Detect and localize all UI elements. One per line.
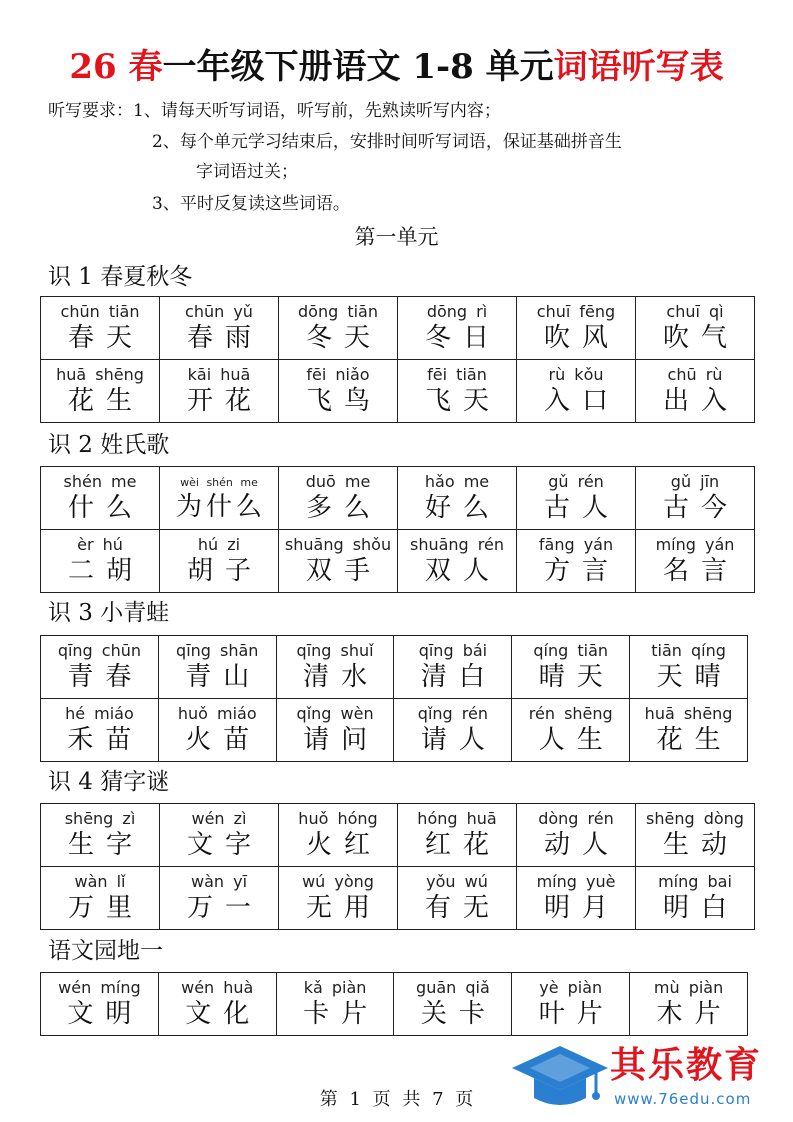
hanzi-word: 方言	[543, 556, 620, 586]
pinyin: duō me	[305, 472, 371, 491]
hanzi-word: 出入	[662, 386, 739, 416]
section-heading: 识 3 小青蛙	[48, 600, 170, 626]
hanzi-word: 卡片	[303, 999, 380, 1029]
hanzi-word: 飞鸟	[305, 386, 382, 416]
pinyin: kāi huā	[187, 365, 251, 384]
pinyin: wàn lǐ	[74, 872, 126, 891]
pinyin: shēng dòng	[646, 809, 744, 828]
word-cell	[160, 867, 279, 930]
word-cell	[636, 804, 755, 867]
section-heading: 识 4 猜字谜	[48, 769, 170, 795]
word-cell	[41, 297, 160, 360]
word-table	[40, 635, 748, 762]
pinyin: huā shēng	[644, 704, 733, 723]
word-cell	[398, 867, 517, 930]
hanzi-word: 吹气	[662, 323, 739, 353]
pinyin: shuāng shǒu	[284, 535, 392, 554]
word-cell	[276, 699, 394, 762]
word-cell	[279, 530, 398, 593]
hanzi-word: 胡子	[186, 556, 263, 586]
word-cell	[41, 867, 160, 930]
hanzi-word: 花生	[656, 725, 733, 755]
word-cell	[512, 699, 630, 762]
hanzi-word: 文明	[67, 999, 144, 1029]
pinyin: qǐng wèn	[296, 704, 374, 723]
requirement-line-3: 字词语过关；	[196, 162, 298, 182]
hanzi-word: 多么	[305, 493, 382, 523]
word-cell	[398, 804, 517, 867]
hanzi-word: 古今	[662, 493, 739, 523]
hanzi-word: 开花	[186, 386, 263, 416]
word-cell	[41, 973, 159, 1036]
pinyin: qīng bái	[418, 641, 488, 660]
pinyin: dōng rì	[426, 302, 488, 321]
page-title	[0, 44, 793, 90]
word-cell	[279, 297, 398, 360]
word-cell	[630, 699, 748, 762]
pinyin: wú yòng	[302, 872, 374, 891]
pinyin: qīng shān	[176, 641, 259, 660]
hanzi-word: 双人	[424, 556, 501, 586]
hanzi-word: 火红	[305, 830, 382, 860]
pinyin: wèi shén me	[180, 476, 258, 489]
unit-title: 第一单元	[354, 225, 439, 249]
pinyin: fēi tiān	[427, 365, 487, 384]
pinyin: huǒ hóng	[298, 809, 378, 828]
hanzi-word: 红花	[424, 830, 501, 860]
hanzi-word: 生动	[662, 830, 739, 860]
word-cell	[41, 636, 159, 699]
pinyin: gǔ rén	[548, 472, 604, 491]
word-cell	[41, 360, 160, 423]
word-cell	[41, 699, 159, 762]
pinyin: chuī fēng	[536, 302, 616, 321]
word-table	[40, 466, 755, 593]
pinyin: gǔ jīn	[670, 472, 720, 491]
hanzi-word: 入口	[543, 386, 620, 416]
pinyin: wén míng	[58, 978, 141, 997]
word-cell	[276, 636, 394, 699]
word-cell	[636, 360, 755, 423]
hanzi-word: 青山	[185, 662, 262, 692]
pinyin: yè piàn	[539, 978, 603, 997]
pinyin: fēi niǎo	[306, 365, 370, 384]
word-cell	[158, 699, 276, 762]
hanzi-word: 天晴	[656, 662, 733, 692]
hanzi-word: 禾苗	[67, 725, 144, 755]
word-cell	[158, 636, 276, 699]
hanzi-word: 清白	[420, 662, 497, 692]
hanzi-word: 为什么	[175, 492, 266, 522]
word-cell	[160, 530, 279, 593]
requirement-line-1: 听写要求：1、请每天听写词语，听写前，先熟读听写内容；	[48, 101, 501, 121]
hanzi-word: 名言	[662, 556, 739, 586]
word-cell	[279, 867, 398, 930]
table-row	[41, 636, 748, 699]
word-cell	[41, 530, 160, 593]
hanzi-word: 春雨	[186, 323, 263, 353]
pinyin: hé miáo	[65, 704, 134, 723]
hanzi-word: 清水	[303, 662, 380, 692]
hanzi-word: 请问	[303, 725, 380, 755]
word-table	[40, 803, 755, 930]
word-cell	[41, 467, 160, 530]
word-cell	[517, 530, 636, 593]
pinyin: qīng shuǐ	[296, 641, 374, 660]
pinyin: chū rù	[667, 365, 723, 384]
word-cell	[636, 867, 755, 930]
hanzi-word: 好么	[424, 493, 501, 523]
word-cell	[512, 973, 630, 1036]
pinyin: míng yán	[655, 535, 735, 554]
hanzi-word: 火苗	[185, 725, 262, 755]
word-cell	[636, 467, 755, 530]
word-cell	[517, 360, 636, 423]
hanzi-word: 无用	[305, 893, 382, 923]
word-cell	[41, 804, 160, 867]
table-row	[41, 973, 748, 1036]
hanzi-word: 春天	[67, 323, 144, 353]
pinyin: huā shēng	[56, 365, 144, 384]
word-cell	[398, 297, 517, 360]
word-cell	[279, 804, 398, 867]
hanzi-word: 木片	[656, 999, 733, 1029]
word-cell	[279, 360, 398, 423]
table-row	[41, 804, 755, 867]
hanzi-word: 有无	[424, 893, 501, 923]
pinyin: hóng huā	[417, 809, 497, 828]
hanzi-word: 文化	[185, 999, 262, 1029]
title-part-year: 26 春	[69, 47, 163, 87]
pinyin: fāng yán	[538, 535, 614, 554]
word-cell	[160, 467, 279, 530]
hanzi-word: 晴天	[538, 662, 615, 692]
pinyin: wàn yī	[190, 872, 248, 891]
hanzi-word: 吹风	[543, 323, 620, 353]
word-cell	[630, 973, 748, 1036]
word-cell	[398, 530, 517, 593]
title-part-table: 词语听写表	[553, 47, 724, 87]
pinyin: chuī qì	[666, 302, 724, 321]
pinyin: chūn yǔ	[185, 302, 253, 321]
hanzi-word: 冬日	[424, 323, 501, 353]
hanzi-word: 二胡	[67, 556, 144, 586]
word-cell	[158, 973, 276, 1036]
hanzi-word: 飞天	[424, 386, 501, 416]
page-footer: 第 1 页 共 7 页	[319, 1089, 474, 1110]
word-cell	[276, 973, 394, 1036]
pinyin: èr hú	[77, 535, 123, 554]
hanzi-word: 关卡	[420, 999, 497, 1029]
table-row	[41, 867, 755, 930]
pinyin: qīng chūn	[57, 641, 142, 660]
word-cell	[279, 467, 398, 530]
hanzi-word: 叶片	[538, 999, 615, 1029]
pinyin: míng bai	[658, 872, 732, 891]
word-cell	[160, 804, 279, 867]
word-cell	[160, 297, 279, 360]
hanzi-word: 请人	[420, 725, 497, 755]
pinyin: hú zi	[197, 535, 241, 554]
pinyin: mù piàn	[653, 978, 724, 997]
word-cell	[394, 636, 512, 699]
table-row	[41, 699, 748, 762]
pinyin: dòng rén	[538, 809, 614, 828]
word-cell	[636, 530, 755, 593]
table-row	[41, 297, 755, 360]
pinyin: shuāng rén	[409, 535, 504, 554]
word-cell	[517, 467, 636, 530]
pinyin: shén me	[63, 472, 137, 491]
table-row	[41, 530, 755, 593]
pinyin: huǒ miáo	[177, 704, 257, 723]
word-table	[40, 972, 748, 1036]
word-cell	[512, 636, 630, 699]
title-part-grade: 一年级下册语文 1-8 单元	[162, 47, 554, 87]
word-cell	[517, 804, 636, 867]
pinyin: tiān qíng	[651, 641, 726, 660]
pinyin: hǎo me	[424, 472, 490, 491]
pinyin: míng yuè	[536, 872, 616, 891]
hanzi-word: 青春	[67, 662, 144, 692]
word-cell	[517, 297, 636, 360]
hanzi-word: 万一	[186, 893, 263, 923]
word-cell	[630, 636, 748, 699]
section-heading: 识 1 春夏秋冬	[48, 264, 193, 290]
pinyin: dōng tiān	[298, 302, 378, 321]
hanzi-word: 文字	[186, 830, 263, 860]
hanzi-word: 双手	[305, 556, 382, 586]
hanzi-word: 生字	[67, 830, 144, 860]
brand-name: 其乐教育	[610, 1045, 763, 1086]
pinyin: rù kǒu	[548, 365, 604, 384]
hanzi-word: 冬天	[305, 323, 382, 353]
pinyin: chūn tiān	[60, 302, 140, 321]
pinyin: rén shēng	[528, 704, 613, 723]
word-cell	[160, 360, 279, 423]
pinyin: qǐng rén	[417, 704, 488, 723]
hanzi-word: 什么	[67, 493, 144, 523]
hanzi-word: 明白	[662, 893, 739, 923]
pinyin: wén zì	[191, 809, 247, 828]
word-cell	[636, 297, 755, 360]
hanzi-word: 人生	[538, 725, 615, 755]
word-cell	[394, 699, 512, 762]
pinyin: wén huà	[181, 978, 254, 997]
pinyin: yǒu wú	[426, 872, 488, 891]
word-cell	[394, 973, 512, 1036]
section-heading: 语文园地一	[48, 938, 163, 964]
pinyin: shēng zì	[64, 809, 136, 828]
hanzi-word: 万里	[67, 893, 144, 923]
pinyin: kǎ piàn	[303, 978, 367, 997]
hanzi-word: 动人	[543, 830, 620, 860]
word-cell	[398, 467, 517, 530]
requirement-line-4: 3、平时反复读这些词语。	[152, 194, 350, 214]
word-cell	[398, 360, 517, 423]
table-row	[41, 467, 755, 530]
hanzi-word: 古人	[543, 493, 620, 523]
pinyin: guān qiǎ	[416, 978, 490, 997]
requirement-line-2: 2、每个单元学习结束后，安排时间听写词语，保证基础拼音生	[152, 132, 622, 152]
word-table	[40, 296, 755, 423]
pinyin: qíng tiān	[533, 641, 609, 660]
table-row	[41, 360, 755, 423]
word-cell	[517, 867, 636, 930]
brand-url: www.76edu.com	[614, 1090, 752, 1108]
hanzi-word: 花生	[67, 386, 144, 416]
hanzi-word: 明月	[543, 893, 620, 923]
section-heading: 识 2 姓氏歌	[48, 432, 170, 458]
